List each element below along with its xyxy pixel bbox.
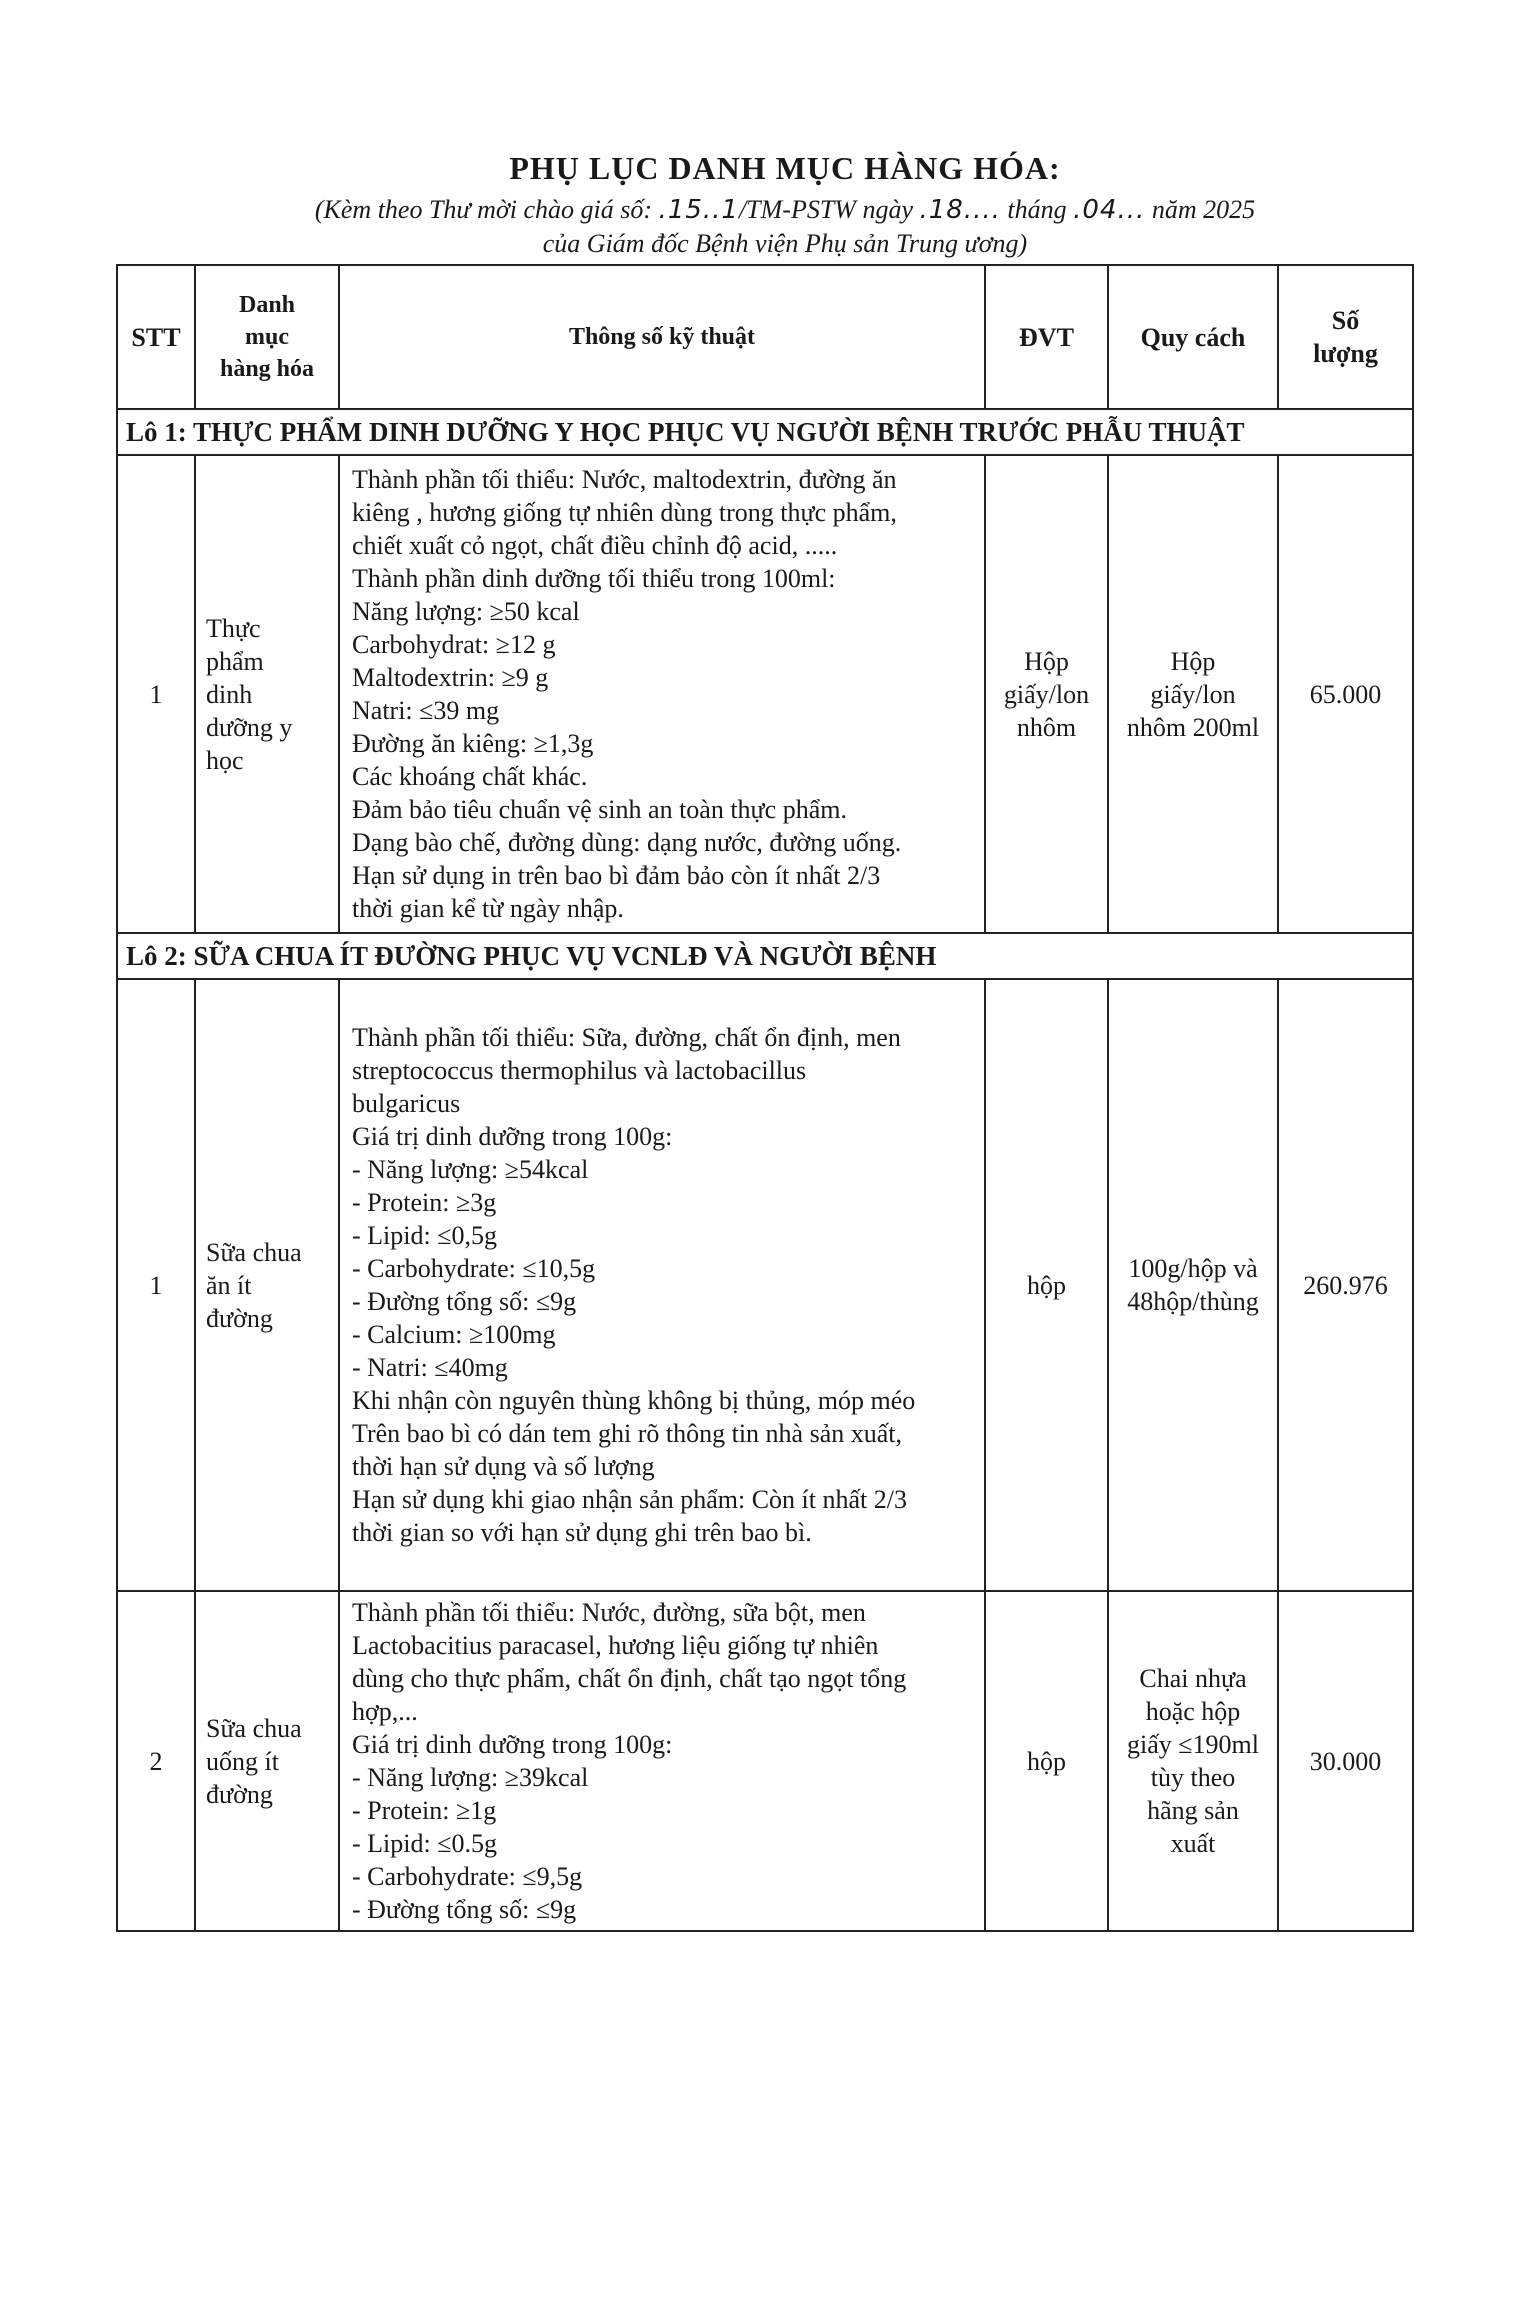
cell-stt: 1 xyxy=(117,979,195,1591)
cell-spec: Thành phần tối thiểu: Sữa, đường, chất ổn định, men streptococcus thermophilus và lactobacillus bulgaricus Giá trị dinh dưỡng trong 100g: - Năng lượng: ≥54kcal - Protein: ≥3g - Lipid: ≤0,5g - Carbohydrate: ≤10,5g - Đường tổng số: ≤9g - Calcium: ≥100mg - Natri: ≤40mg Khi nhận còn nguyên thùng không bị thủng, móp méo Trên bao bì có dán tem ghi rõ thông tin nhà sản xuất, thời hạn sử dụng và số lượng Hạn sử dụng khi giao nhận sản phẩm: Còn ít nhất 2/3 thời gian so với hạn sử dụng ghi trên bao bì. xyxy=(339,979,985,1591)
cell-name: Sữa chua ăn ít đường xyxy=(195,979,339,1591)
col-danh-muc: Danh mục hàng hóa xyxy=(195,265,339,409)
cell-dvt: Hộp giấy/lon nhôm xyxy=(985,455,1108,933)
cell-stt: 2 xyxy=(117,1591,195,1931)
col-so-luong: Số lượng xyxy=(1278,265,1413,409)
cell-quy-cach: 100g/hộp và 48hộp/thùng xyxy=(1108,979,1278,1591)
col-quy-cach: Quy cách xyxy=(1108,265,1278,409)
cell-so-luong: 65.000 xyxy=(1278,455,1413,933)
cell-name: Thực phẩm dinh dưỡng y học xyxy=(195,455,339,933)
table-header-row xyxy=(117,265,1413,409)
cell-stt: 1 xyxy=(117,455,195,933)
cell-spec: Thành phần tối thiểu: Nước, đường, sữa bột, men Lactobacitius paracasel, hương liệu giống tự nhiên dùng cho thực phẩm, chất ổn định, chất tạo ngọt tổng hợp,... Giá trị dinh dưỡng trong 100g: - Năng lượng: ≥39kcal - Protein: ≥1g - Lipid: ≤0.5g - Carbohydrate: ≤9,5g - Đường tổng số: ≤9g xyxy=(339,1591,985,1931)
doc-month: .04... xyxy=(1073,195,1146,225)
cell-dvt: hộp xyxy=(985,1591,1108,1931)
table-row xyxy=(117,1591,1413,1931)
table-row xyxy=(117,979,1413,1591)
goods-table xyxy=(116,264,1414,1932)
cell-so-luong: 260.976 xyxy=(1278,979,1413,1591)
lot-row xyxy=(117,933,1413,979)
document-title: PHỤ LỤC DANH MỤC HÀNG HÓA: xyxy=(509,150,1061,186)
document-header xyxy=(0,150,1530,261)
doc-suffix: /TM-PSTW ngày xyxy=(738,195,913,224)
cell-dvt: hộp xyxy=(985,979,1108,1591)
lot-title: Lô 1: THỰC PHẨM DINH DƯỠNG Y HỌC PHỤC VỤ NGƯỜI BỆNH TRƯỚC PHẪU THUẬT xyxy=(117,409,1413,455)
doc-day: .18.... xyxy=(919,195,1001,225)
document-subtitle xyxy=(40,193,1530,261)
lot-title: Lô 2: SỮA CHUA ÍT ĐƯỜNG PHỤC VỤ VCNLĐ VÀ NGƯỜI BỆNH xyxy=(117,933,1413,979)
table-row xyxy=(117,455,1413,933)
subtitle-prefix: (Kèm theo Thư mời chào giá số: xyxy=(314,195,653,224)
cell-quy-cach: Chai nhựa hoặc hộp giấy ≤190ml tùy theo hãng sản xuất xyxy=(1108,1591,1278,1931)
cell-name: Sữa chua uống ít đường xyxy=(195,1591,339,1931)
col-dvt: ĐVT xyxy=(985,265,1108,409)
lot-row xyxy=(117,409,1413,455)
month-label: tháng xyxy=(1007,195,1067,224)
col-thong-so: Thông số kỹ thuật xyxy=(339,265,985,409)
col-stt: STT xyxy=(117,265,195,409)
doc-number: .15..1 xyxy=(658,195,739,225)
year-label: năm 2025 xyxy=(1151,195,1256,224)
cell-so-luong: 30.000 xyxy=(1278,1591,1413,1931)
cell-spec: Thành phần tối thiểu: Nước, maltodextrin, đường ăn kiêng , hương giống tự nhiên dùng trong thực phẩm, chiết xuất cỏ ngọt, chất điều chỉnh độ acid, ..... Thành phần dinh dưỡng tối thiểu trong 100ml: Năng lượng: ≥50 kcal Carbohydrat: ≥12 g Maltodextrin: ≥9 g Natri: ≤39 mg Đường ăn kiêng: ≥1,3g Các khoáng chất khác. Đảm bảo tiêu chuẩn vệ sinh an toàn thực phẩm. Dạng bào chế, đường dùng: dạng nước, đường uống. Hạn sử dụng in trên bao bì đảm bảo còn ít nhất 2/3 thời gian kể từ ngày nhập. xyxy=(339,455,985,933)
subtitle-line2: của Giám đốc Bệnh viện Phụ sản Trung ương) xyxy=(542,229,1028,258)
cell-quy-cach: Hộp giấy/lon nhôm 200ml xyxy=(1108,455,1278,933)
